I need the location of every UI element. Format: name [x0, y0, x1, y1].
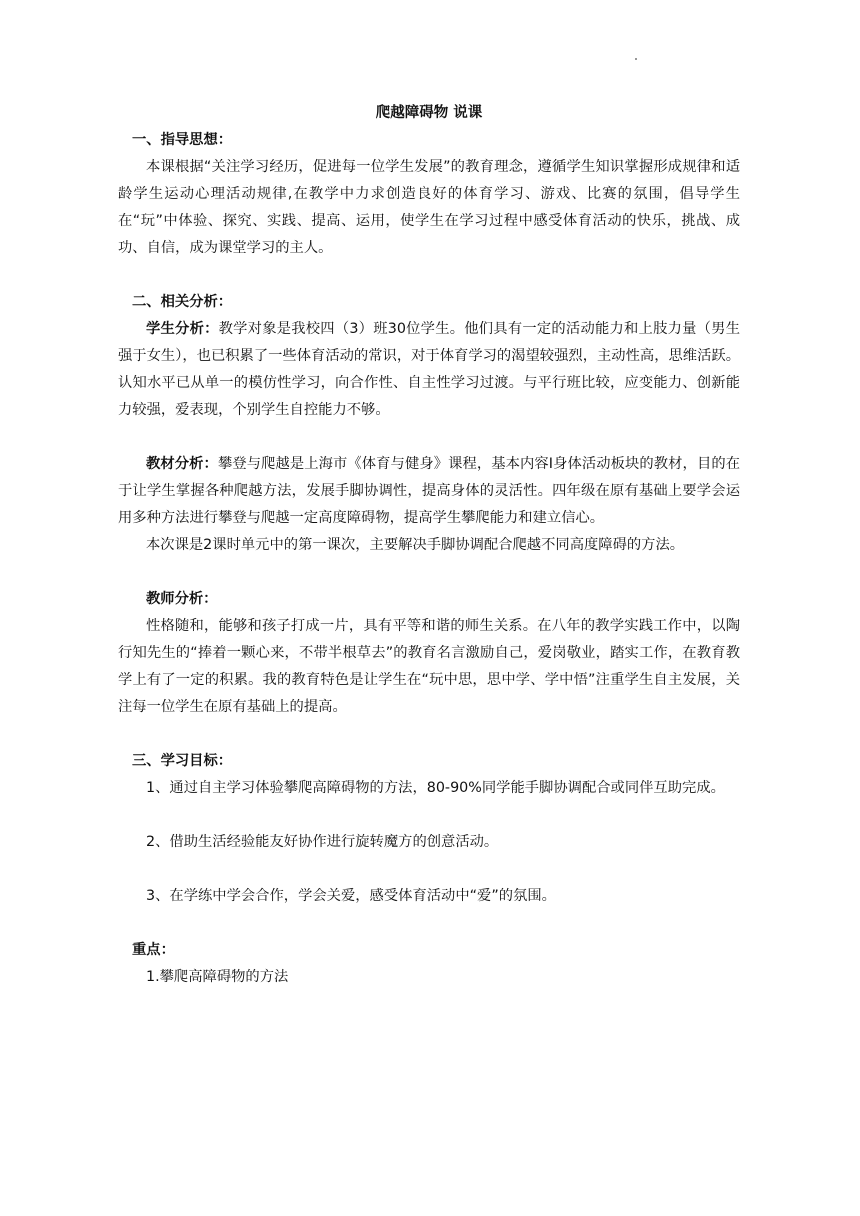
- student-analysis-label: 学生分析：: [146, 321, 219, 337]
- teacher-analysis-paragraph: 性格随和，能够和孩子打成一片，具有平等和谐的师生关系。在八年的教学实践工作中，以陶行知先生的“捧着一颗心来，不带半根草去”的教育名言激励自己，爱岗敬业，踏实工作，在教育教学上有了一定的积累。我的教育特色是让学生在“玩中思，思中学、学中悟”注重学生自主发展，关注每一位学生在原有基础上的提高。: [118, 618, 740, 715]
- material-analysis-text: 攀登与爬越是上海市《体育与健身》课程，基本内容Ⅰ身体活动板块的教材，目的在于让学生掌握各种爬越方法，发展手脚协调性，提高身体的灵活性。四年级在原有基础上要学会运用多种方法进行攀登与爬越一定高度障碍物，提高学生攀爬能力和建立信心。: [118, 456, 741, 526]
- goal-item-2: 2、借助生活经验能友好协作进行旋转魔方的创意活动。: [146, 834, 499, 850]
- material-analysis-label: 教材分析：: [146, 456, 218, 472]
- section-heading-goals: 三、学习目标：: [132, 753, 233, 769]
- document-page: [118, 100, 740, 991]
- student-analysis-text: 教学对象是我校四（3）班30位学生。他们具有一定的活动能力和上肢力量（男生强于女生），也已积累了一些体育活动的常识，对于体育学习的渴望较强烈，主动性高，思维活跃。认知水平已从单一的模仿性学习，向合作性、自主性学习过渡。与平行班比较，应变能力、创新能力较强，爱表现，个别学生自控能力不够。: [118, 321, 740, 418]
- guiding-paragraph: 本课根据“关注学习经历，促进每一位学生发展”的教育理念，遵循学生知识掌握形成规律和适龄学生运动心理活动规律,在教学中力求创造良好的体育学习、游戏、比赛的氛围，倡导学生在“玩”中体验、探究、实践、提高、运用，使学生在学习过程中感受体育活动的快乐，挑战、成功、自信，成为课堂学习的主人。: [118, 159, 740, 256]
- goal-item-1: 1、通过自主学习体验攀爬高障碍物的方法，80-90%同学能手脚协调配合或同伴互助完成。: [146, 780, 725, 796]
- doc-title: 爬越障碍物 说课: [375, 105, 483, 121]
- material-analysis-paragraph-2: 本次课是2课时单元中的第一课次，主要解决手脚协调配合爬越不同高度障碍的方法。: [146, 537, 685, 553]
- key-point-1: 1.攀爬高障碍物的方法: [146, 969, 289, 985]
- material-analysis-paragraph: [118, 451, 740, 532]
- teacher-analysis-label: 教师分析：: [146, 591, 218, 607]
- section-heading-analysis: 二、相关分析：: [132, 294, 233, 310]
- student-analysis-paragraph: [118, 316, 740, 424]
- page-dot: [635, 58, 637, 60]
- goal-item-3: 3、在学练中学会合作，学会关爱，感受体育活动中“爱”的氛围。: [146, 888, 556, 904]
- key-points-heading: 重点：: [132, 942, 175, 958]
- section-heading-guiding: 一、指导思想：: [132, 132, 233, 148]
